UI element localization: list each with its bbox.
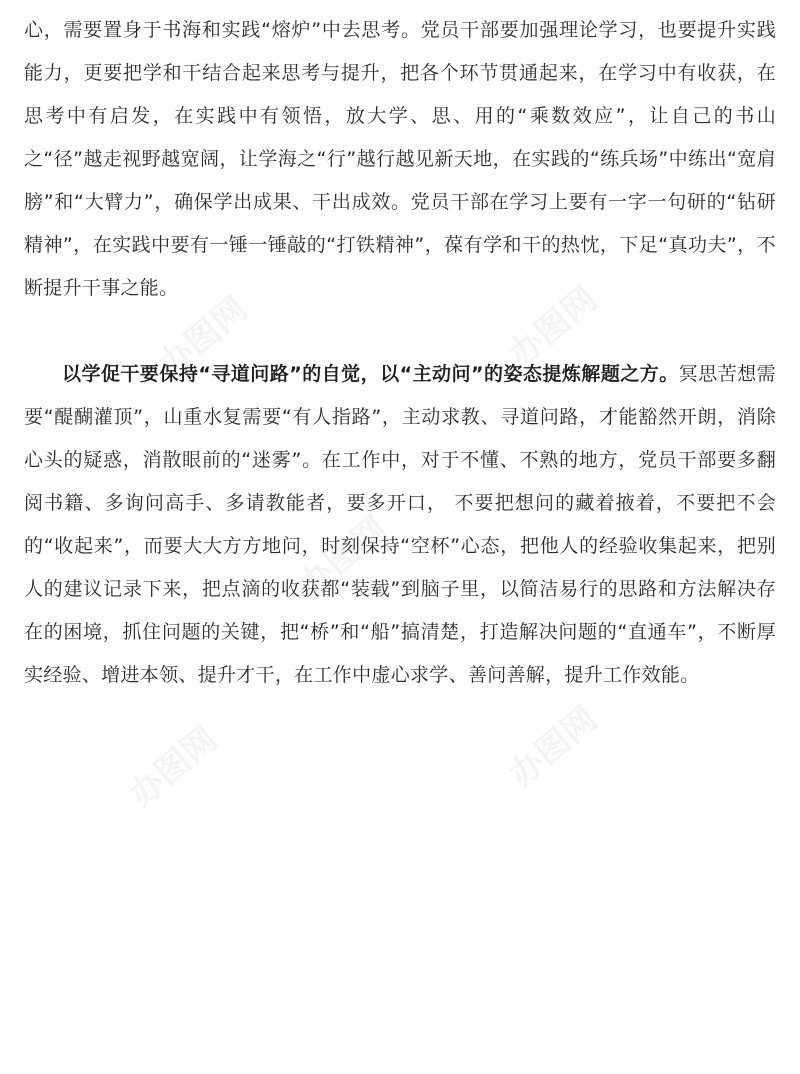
watermark-text: 办图网	[501, 279, 606, 376]
paragraph-practice-ability	[24, 0, 776, 310]
watermark-text: 办图网	[121, 719, 226, 816]
watermark-text: 办图网	[291, 509, 396, 606]
watermark-logo	[116, 713, 226, 816]
paragraph-seek-guidance	[24, 353, 776, 697]
watermark-logo	[496, 693, 606, 796]
paragraph-2-text: 冥思苦想需要“醍醐灌顶”，山重水复需要“有人指路”，主动求教、寻道问路，才能豁然开朗，消除心头的疑惑，消散眼前的“迷雾”。在工作中，对于不懂、不熟的地方，党员干部要多翻阅书籍、多询问高手、多请教能者，要多开口， 不要把想问的藏着掖着，不要把不会的“收起来”，而要大大方方地问，时刻保持“空杯”心态，把他人的经验收集起来，把别人的建议记录下来，把点滴的收获都“装载”到脑子里，以简洁易行的思路和方法解决存在的困境，抓住问题的关键，把“桥”和“船”搞清楚，打造解决问题的“直通车”，不断厚实经验、增进本领、提升才干，在工作中虚心求学、善问善解，提升工作效能。	[24, 363, 776, 686]
paragraph-1-text: 心，需要置身于书海和实践“熔炉”中去思考。党员干部要加强理论学习，也要提升实践能力，更要把学和干结合起来思考与提升，把各个环节贯通起来，在学习中有收获，在思考中有启发，在实践中有领悟，放大学、思、用的“乘数效应”，让自己的书山之“径”越走视野越宽阔，让学海之“行”越行越见新天地，在实践的“练兵场”中练出“宽肩膀”和“大臂力”，确保学出成果、干出成效。党员干部在学习上要有一字一句研的“钻研精神”，在实践中要有一锤一锤敲的“打铁精神”，葆有学和干的热忱，下足“真功夫”，不断提升干事之能。	[24, 19, 776, 299]
paragraph-2-lead-sentence: 以学促干要保持“寻道问路”的自觉，以“主动问”的姿态提炼解题之方。	[62, 363, 679, 385]
watermark-text: 办图网	[151, 289, 256, 386]
watermark-text: 办图网	[501, 699, 606, 796]
